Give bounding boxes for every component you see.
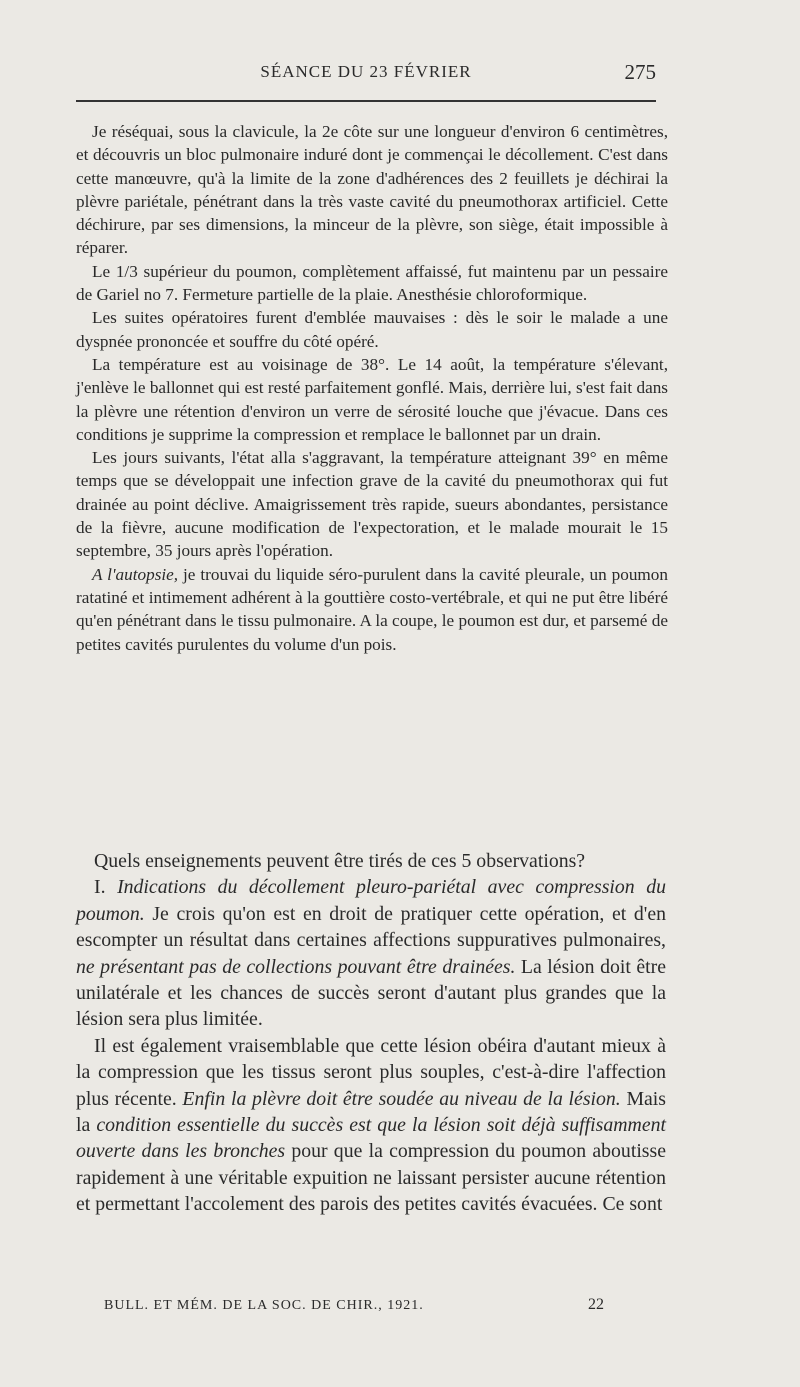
header-title: SÉANCE DU 23 FÉVRIER [260,62,472,81]
signature-number: 22 [588,1296,604,1313]
header-rule [76,100,656,102]
page-footer [104,1298,624,1314]
paragraph [76,1033,666,1218]
paragraph: Les suites opératoires furent d'emblée mauvaises : dès le soir le malade a une dyspnée prononcée et souffre du côté opéré. [76,308,668,351]
section-number: I. [94,876,118,899]
page-number: 275 [624,60,656,84]
paragraph: Les jours suivants, l'état alla s'aggravant, la température atteignant 39° en même temps que se développait une infection grave de la cavité du pneumothorax qui fut drainée au point déclive. Amaigrissement très rapide, sueurs abondantes, persistance de la fièvre, aucune modification de l'expectoration, et le malade mourait le 15 septembre, 35 jours après l'opération. [76,448,668,561]
text-run: Mais la [76,1087,667,1137]
italic-phrase: Enfin la plèvre doit être soudée au niveau de la lésion. [182,1087,621,1110]
paragraph: La température est au voisinage de 38°. Le 14 août, la température s'élevant, j'enlève le ballonnet qui est resté parfaitement gonflé. Mais, derrière lui, s'est fait dans la plèvre une rétention d'environ un verre de sérosité louche que j'évacue. Dans ces conditions je supprime la compression et remplace le ballonnet par un drain. [76,354,668,444]
italic-phrase: ne présentant pas de collections pouvant être drainées. [76,955,516,978]
italic-phrase: A l'autopsie, [92,564,179,584]
paragraph [76,563,668,656]
text-run: La lésion doit être unilatérale et les chances de succès seront d'autant plus grandes que la lésion sera plus limitée. [76,955,666,1031]
footer-citation: BULL. ET MÉM. DE LA SOC. DE CHIR., 1921. [104,1298,424,1313]
text-run: je trouvai du liquide séro-purulent dans la cavité pleurale, un poumon ratatiné et intimement adhérent à la gouttière costo-vertébrale, et qui ne put être libéré qu'en pénétrant dans le tissu pulmonaire. A la coupe, le poumon est dur, et parsemé de petites cavités purulentes du volume d'un pois. [76,564,668,654]
text-run: Il est également vraisemblable que cette lésion obéira d'autant mieux à la compression que les tissus seront plus souples, c'est-à-dire l'affection plus récente. [76,1034,666,1110]
text-run: pour que la compression du poumon aboutisse rapidement à une véritable expuition ne laissant persister aucune rétention et permettant l'accolement des parois des petites cavités évacuées. Ce sont [76,1140,666,1216]
paragraph [76,874,666,1032]
text-run: Je crois qu'on est en droit de pratiquer cette opération, et d'en escompter un résultat dans certaines affections suppuratives pulmonaires, [76,902,666,952]
paragraph: Le 1/3 supérieur du poumon, complètement affaissé, fut maintenu par un pessaire de Gariel no 7. Fermeture partielle de la plaie. Anesthésie chloroformique. [76,261,668,305]
running-header [76,62,656,86]
italic-phrase: condition essentielle du succès est que la lésion soit déjà suffisamment ouverte dans les bronches [76,1114,666,1163]
paragraph: Je réséquai, sous la clavicule, la 2e côte sur une longueur d'environ 6 centimètres, et découvris un bloc pulmonaire induré dont je commençai le décollement. C'est dans cette manœuvre, qu'à la limite de la zone d'adhérences des 2 feuillets je déchirai la plèvre pariétale, pénétrant dans la très vaste cavité du pneumothorax artificiel. Cette déchirure, par ses dimensions, la minceur de la plèvre, son siège, était impossible à réparer. [76,122,668,258]
conclusions-text [76,848,666,1218]
section-heading: Indications du décollement pleuro-pariétal avec compression du poumon. [76,876,666,925]
observation-text [76,120,668,656]
section-question: Quels enseignements peuvent être tirés de ces 5 observations? [94,850,586,872]
